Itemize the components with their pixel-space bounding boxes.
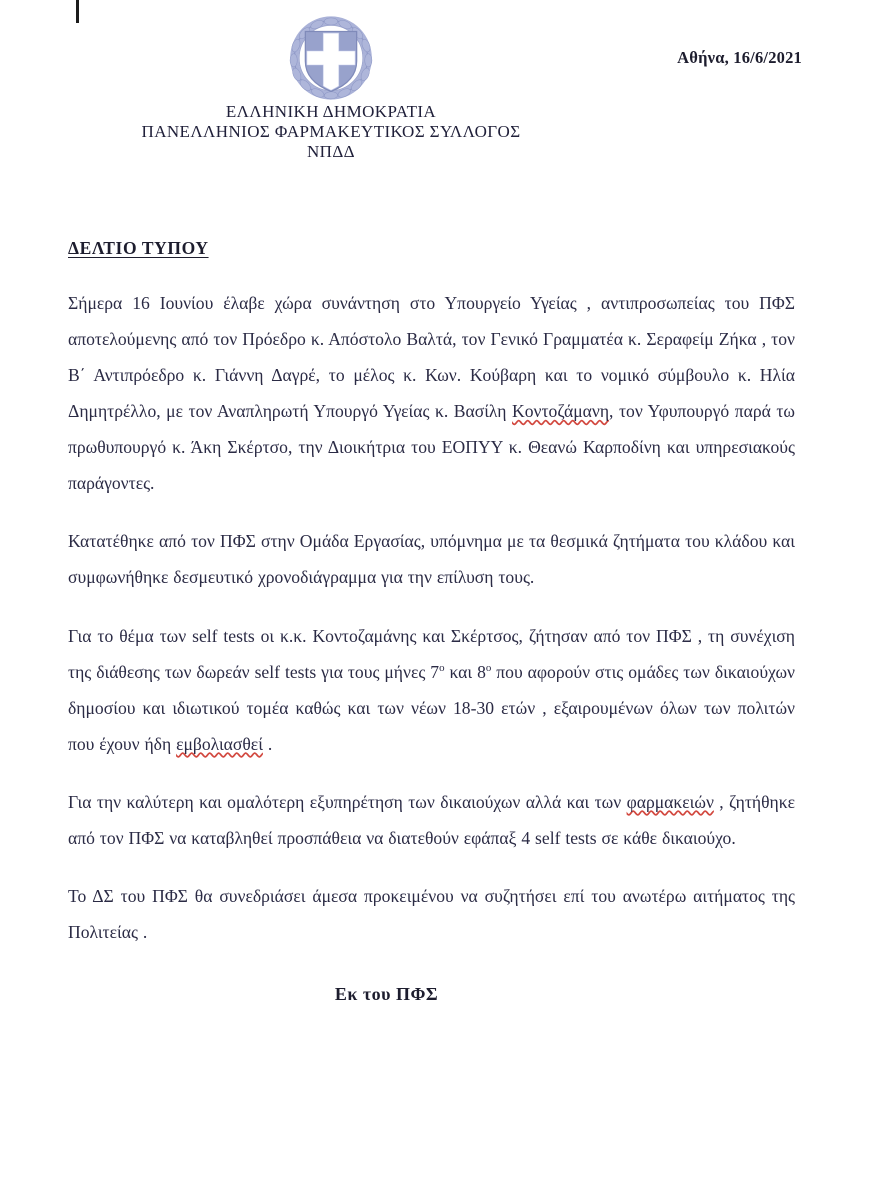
misspelled-word-farmakeion: φαρμακειών — [626, 791, 714, 812]
paragraph-text-cont: , ζητήθηκε από τον ΠΦΣ να καταβληθεί προσπάθεια να διατεθούν εφάπαξ 4 self tests σε κάθε δικαιούχο. — [68, 791, 795, 848]
paragraph-board-meeting — [68, 878, 795, 950]
org-line-legal-entity: ΝΠΔΔ — [306, 141, 356, 161]
paragraph-text: Για την καλύτερη και ομαλότερη εξυπηρέτηση των δικαιούχων αλλά και των — [68, 791, 627, 812]
page-title: ΔΕΛΤΙΟ ΤΥΠΟΥ — [68, 238, 209, 258]
paragraph-text: Σήμερα 16 Ιουνίου έλαβε χώρα συνάντηση στο Υπουργείο Υγείας , αντιπροσωπείας του ΠΦΣ αποτελούμενης από τον Πρόεδρο κ. Απόστολο Βαλτά, τον Γενικό Γραμματέα κ. Σεραφείμ Ζήκα , τον Β΄ Αντιπρόεδρο κ. Γιάννη Δαγρέ, το μέλος κ. Κων. Κούβαρη και το νομικό σύμβουλο κ. Ηλία Δημητρέλλο, με τον Αναπληρωτή Υπουργό Υγείας κ. Βασίλη — [68, 293, 795, 422]
paragraph-pharmacies — [68, 784, 795, 856]
paragraph-text: Για το θέμα των self tests οι κ.κ. Κοντοζαμάνης και Σκέρτσος, ζήτησαν από τον ΠΦΣ , τη συνέχιση της διάθεσης των δωρεάν self tests για τους μήνες 7 — [68, 625, 795, 682]
letterhead-center-block — [0, 16, 880, 162]
paragraph-text: Κατατέθηκε από τον ΠΦΣ στην Ομάδα Εργασίας, υπόμνημα με τα θεσμικά ζητήματα του κλάδου και συμφωνήθηκε δεσμευτικό χρονοδιάγραμμα για την επίλυση τους. — [68, 531, 795, 588]
paragraph-memorandum — [68, 523, 795, 595]
paragraph-text: Το ΔΣ του ΠΦΣ θα συνεδριάσει άμεσα προκειμένου να συζητήσει επί του ανωτέρω αιτήματος της Πολιτείας . — [68, 885, 795, 942]
document-body — [68, 238, 795, 1005]
misspelled-word-emvoliasthei: εμβολιασθεί — [176, 733, 263, 754]
signature-line: Εκ του ΠΦΣ — [334, 984, 439, 1004]
organization-name — [142, 102, 521, 162]
paragraph-text-cont: , τον Υφυπουργό παρά τω πρωθυπουργό κ. Άκη Σκέρτσο, την Διοικήτρια του ΕΟΠΥΥ κ. Θεανώ Καρποδίνη και υπηρεσιακούς παράγοντες. — [68, 401, 795, 494]
letterhead — [0, 0, 880, 190]
ordinal-marker-8: ο — [485, 661, 492, 674]
paragraph-meeting — [68, 285, 795, 501]
date-line: Αθήνα, 16/6/2021 — [677, 48, 802, 67]
paragraph-text-cont-2: που αφορούν στις ομάδες των δικαιούχων δημοσίου και ιδιωτικού τομέα καθώς και των νέων 18-30 ετών , εξαιρουμένων όλων των πολιτών που έχουν ήδη — [68, 661, 795, 754]
paragraph-self-tests — [68, 618, 795, 762]
org-line-hellenic-republic: ΕΛΛΗΝΙΚΗ ΔΗΜΟΚΡΑΤΙΑ — [225, 102, 437, 121]
paragraph-text-end: . — [262, 733, 273, 754]
misspelled-word-kontozamani: Κοντοζάμανη — [512, 401, 610, 422]
paragraph-text-cont: και 8 — [444, 661, 486, 682]
greek-coat-of-arms-icon — [283, 16, 379, 100]
ordinal-marker-7: ο — [439, 661, 445, 674]
org-line-pharmaceutical-association: ΠΑΝΕΛΛΗΝΙΟΣ ΦΑΡΜΑΚΕΥΤΙΚΟΣ ΣΥΛΛΟΓΟΣ — [141, 121, 521, 141]
